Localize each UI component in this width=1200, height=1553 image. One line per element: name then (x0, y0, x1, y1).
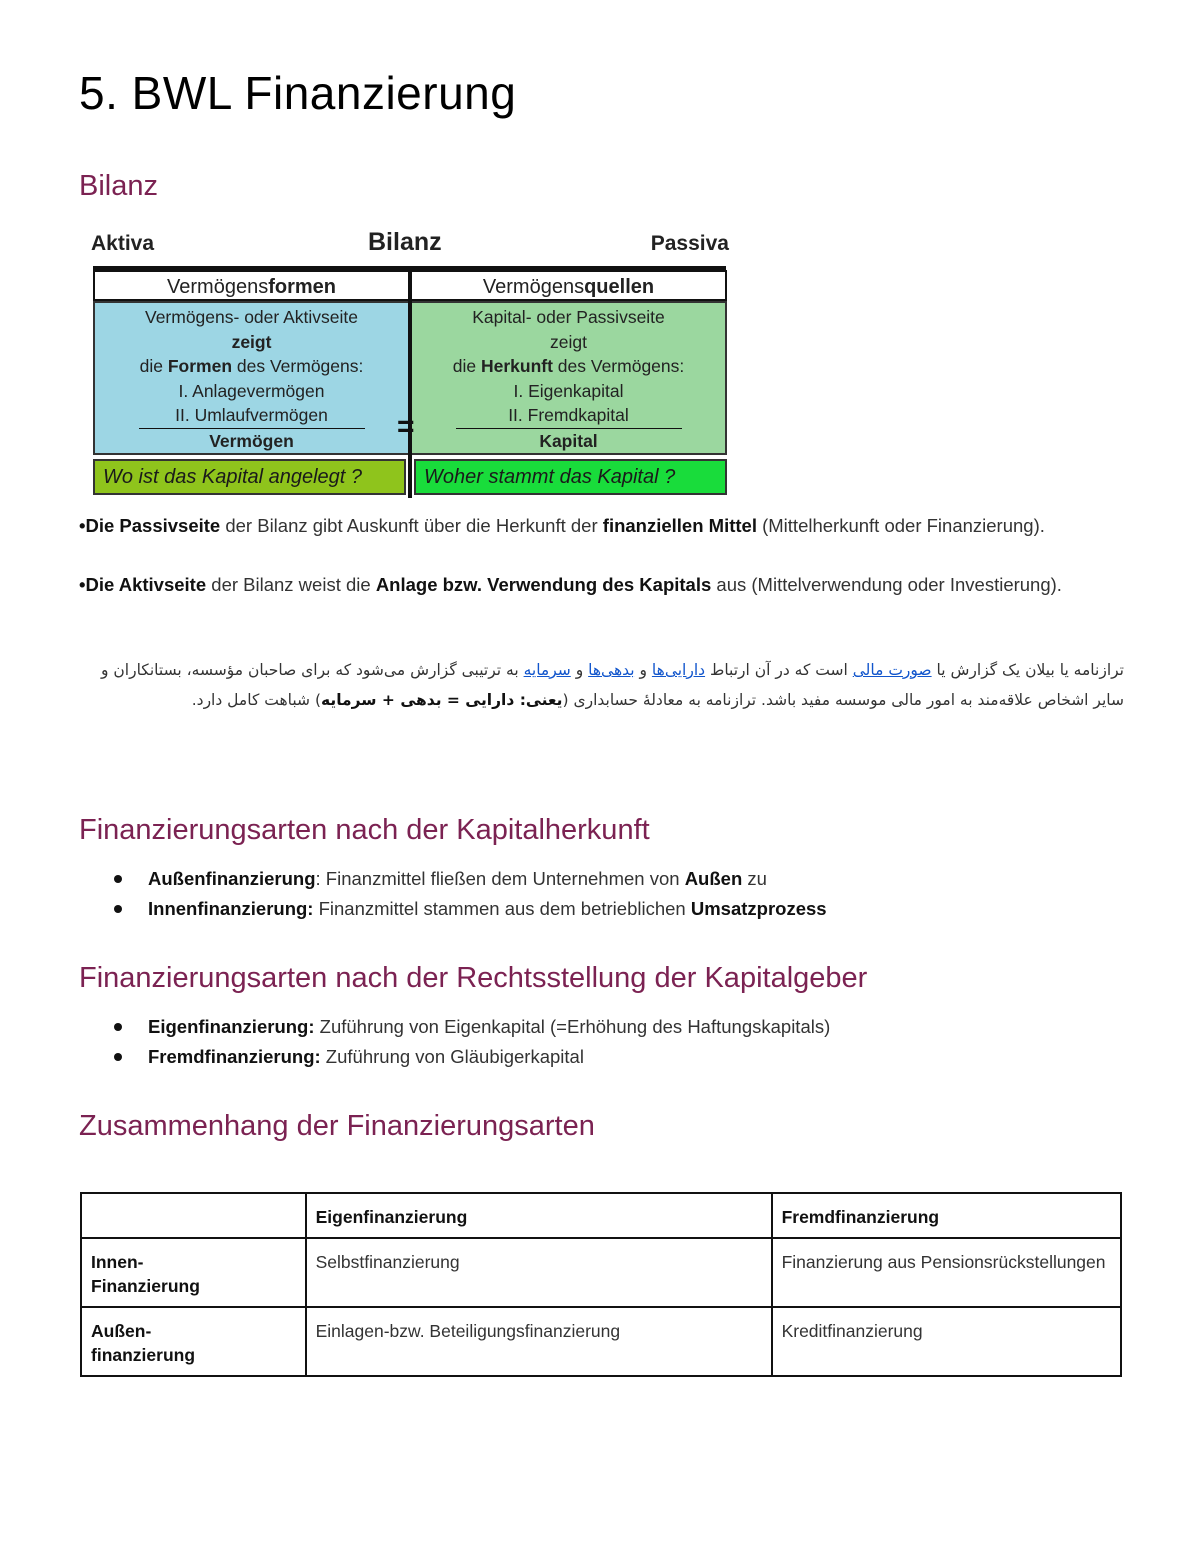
table-row (81, 1238, 1121, 1307)
table-row-header: Außen- finanzierung (81, 1307, 306, 1376)
table-cell: Einlagen-bzw. Beteiligungsfinanzierung (306, 1307, 772, 1376)
figure-bilanz-label: Bilanz (368, 228, 442, 256)
figure-aktiva-label: Aktiva (91, 232, 155, 255)
right-header-text: Vermögens (482, 276, 585, 298)
text: : Finanzmittel fließen dem Unternehmen von (315, 868, 685, 889)
fa-text-5: به ترتیبی گزارش می‌شود که برای صاحبان مؤسسه، بستانکاران و سایر اشخاص علاقه‌مند به امور مالی موسسه مفید باشد. ترازنامه به معادلهٔ حسابداری ( (100, 661, 1124, 709)
figure-passiva-label: Passiva (650, 232, 729, 255)
persian-paragraph (79, 655, 1124, 715)
passiv-bold-2: finanziellen Mittel (602, 515, 757, 536)
table-header-cell: Fremdfinanzierung (772, 1193, 1121, 1238)
figure-right-question: Woher stammt das Kapital ? (414, 459, 727, 495)
figure-right-header (410, 270, 727, 301)
text: Zuführung von Eigenkapital (=Erhöhung des Haftungskapitals) (314, 1016, 831, 1037)
table-row (81, 1307, 1121, 1376)
list-item (110, 1012, 830, 1042)
passiv-line-3a: die (452, 356, 481, 376)
term: Eigenfinanzierung: (148, 1016, 315, 1037)
passiv-text-2: (Mittelherkunft oder Finanzierung). (756, 515, 1045, 536)
aktiv-text-2: aus (Mittelverwendung oder Investierung). (711, 574, 1062, 595)
aktiv-line-4: I. Anlagevermögen (178, 380, 325, 401)
list-kapitalherkunft (110, 864, 827, 924)
section-heading-kapitalherkunft: Finanzierungsarten nach der Kapitalherkunft (79, 814, 650, 846)
aktiv-text-1: der Bilanz weist die (206, 574, 376, 595)
passiv-bold-1: Die Passivseite (85, 515, 221, 536)
term: Fremdfinanzierung: (148, 1046, 321, 1067)
fa-text-3: و (634, 661, 652, 679)
figure-center-rule (408, 266, 412, 498)
passiv-line-4: I. Eigenkapital (513, 380, 624, 401)
table-corner-cell (81, 1193, 306, 1238)
aktiv-line-3b: Formen (167, 356, 233, 376)
passiv-text-1: der Bilanz gibt Auskunft über die Herkunft der (220, 515, 603, 536)
fa-text-2: است که در آن ارتباط (705, 661, 853, 679)
aktiv-line-3c: des Vermögens: (232, 356, 364, 376)
link-equity[interactable]: سرمایه (523, 661, 571, 679)
term: Innenfinanzierung: (148, 898, 314, 919)
list-item (110, 894, 827, 924)
passiv-line-2: zeigt (550, 331, 587, 352)
figure-left-header (93, 270, 410, 301)
bullet-glyph: • (79, 515, 86, 536)
table-cell: Finanzierung aus Pensionsrückstellungen (772, 1238, 1121, 1307)
text: zu (742, 868, 767, 889)
term-emphasis: Außen (684, 868, 743, 889)
passiv-line-5-text: II. Fremdkapital (456, 403, 682, 429)
text: Finanzmittel stammen aus dem betrieblichen (313, 898, 691, 919)
passiv-line-5 (412, 403, 725, 429)
figure-aktiv-box (93, 301, 410, 455)
aktiv-bold-1: Die Aktivseite (85, 574, 207, 595)
passiv-line-3b: Herkunft (480, 356, 553, 376)
section-heading-bilanz: Bilanz (79, 170, 158, 202)
figure-passiv-box (410, 301, 727, 455)
list-item (110, 1042, 830, 1072)
passiv-line-3c: des Vermögens: (552, 356, 685, 376)
fa-text-1: ترازنامه یا بیلان یک گزارش یا (931, 661, 1124, 679)
aktiv-line-5 (95, 403, 408, 429)
text: Zuführung von Gläubigerkapital (320, 1046, 584, 1067)
passiv-line-3 (412, 354, 725, 379)
paragraph-passivseite (79, 511, 1124, 541)
fa-equation: یعنی: دارایی = بدهی + سرمایه (321, 691, 563, 709)
aktiv-total: Vermögen (209, 430, 294, 451)
list-item (110, 864, 827, 894)
fa-text-4: و (570, 661, 589, 679)
aktiv-line-2: zeigt (231, 331, 272, 352)
financing-matrix-table (80, 1192, 1122, 1377)
right-header-bold: quellen (584, 276, 655, 298)
passiv-total: Kapital (539, 430, 598, 451)
equals-sign: = (397, 410, 415, 443)
aktiv-bold-2: Anlage bzw. Verwendung des Kapitals (375, 574, 712, 595)
link-liabilities[interactable]: بدهی‌ها (588, 661, 635, 679)
section-heading-zusammenhang: Zusammenhang der Finanzierungsarten (79, 1110, 595, 1142)
table-cell: Kreditfinanzierung (772, 1307, 1121, 1376)
passiv-line-1: Kapital- oder Passivseite (472, 307, 665, 327)
figure-left-question: Wo ist das Kapital angelegt ? (93, 459, 406, 495)
bullet-glyph: • (79, 574, 86, 595)
fa-text-6: ) شباهت کامل دارد. (191, 691, 322, 709)
term: Außenfinanzierung (148, 868, 316, 889)
table-header-row (81, 1193, 1121, 1238)
term-emphasis: Umsatzprozess (690, 898, 827, 919)
paragraph-aktivseite (79, 570, 1124, 600)
aktiv-line-1: Vermögens- oder Aktivseite (144, 307, 359, 327)
section-heading-rechtsstellung: Finanzierungsarten nach der Rechtsstellung der Kapitalgeber (79, 962, 868, 994)
left-header-bold: formen (268, 276, 336, 298)
aktiv-line-3 (95, 354, 408, 379)
table-cell: Selbstfinanzierung (306, 1238, 772, 1307)
page-title: 5. BWL Finanzierung (79, 67, 517, 119)
table-row-header: Innen- Finanzierung (81, 1238, 306, 1307)
aktiv-line-5-text: II. Umlaufvermögen (139, 403, 365, 429)
link-assets[interactable]: دارایی‌ها (651, 661, 706, 679)
list-rechtsstellung (110, 1012, 830, 1072)
link-financial-statement[interactable]: صورت مالی (852, 661, 932, 679)
left-header-text: Vermögens (167, 276, 269, 298)
balance-sheet-figure (88, 226, 733, 501)
table-header-cell: Eigenfinanzierung (306, 1193, 772, 1238)
aktiv-line-3a: die (139, 356, 168, 376)
